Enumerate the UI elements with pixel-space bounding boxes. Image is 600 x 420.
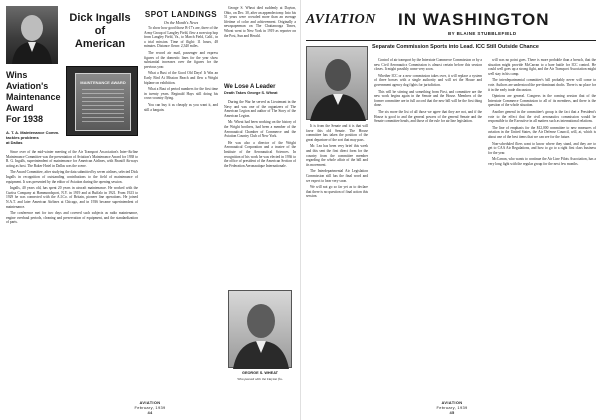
footer-magazine: AVIATION [139,400,161,405]
we-lose-subtitle: Death Takes George S. Wheat [224,91,278,95]
article-paragraph: Since over of the mid-winter meeting of the Air Transport Association's Inter-Airline Maintenance Committee was the presentation of Aviation's Maintenance Award for 1938 to R. G. Ingalls, superintendent of maintenance for American Airlines, with Braniff Airways acting as host. The Baker Hotel in Dallas was the scene. [6,150,138,168]
spot-landings-title: SPOT LANDINGS [144,10,218,19]
article-headline: Separate Commission Sports into Lead. ICC Still Outside Chance [372,44,539,50]
award-line: For 1938 [6,114,44,124]
footer-date: February, 1939 [436,405,468,410]
left-page-footer [100,400,200,415]
ingalls-portrait-photo [6,6,58,64]
subtitle-line: at Dallas [6,140,23,145]
washington-portrait-photo [306,46,368,120]
right-page-footer [402,400,502,415]
washington-paragraph: Control of air transport by the Interstate Commerce Commission or by a new Civil Aeronautics Commission is almost certain before this session closes. It might possibly come very soon. [374,58,482,72]
masthead-byline: BY BLAINE STUBBLEFIELD [448,31,517,36]
spot-paragraph: You can buy it as cheaply as you want it, and still a bargain. [144,102,218,112]
spot-paragraph: The record air mail, passenger and express figures of the domestic lines for the year show substantial increases over the figures for the previous year. [144,50,218,69]
washington-paragraph: Opinions are general. Congress in the coming session that of the Interstate Commerce Commission to all of its members, and there is the question of the whole situation. [488,94,596,108]
masthead-rule [306,40,596,41]
washington-paragraph: will was no point goes. There is more probable than a breach, that the situation might provide McCarran to a bare battle for ICC control. He could well goes up a strong fight, and the Air Transport Association might well stay in his camp. [488,58,596,76]
spot-paragraph: What a Bust of period numbers for the first time in twenty years. Reginald Hays still doing his cross-country flying. [144,87,218,101]
headline-line: Dick Ingalls [69,12,131,24]
headline-line: of [94,25,106,37]
washington-right-column [488,58,596,394]
footer-magazine: AVIATION [441,400,463,405]
footer-date: February, 1939 [134,405,166,410]
subtitle-line: A. T. A. Maintenance Comm. [6,130,60,135]
spot-landings-subtitle: On the Month's News [163,20,199,25]
article-paragraph: The Award Committee, after studying the data submitted by seven airlines, selected Dick Ingalls in recognition of outstanding contributions to the field of maintenance of equipment. It was presented by the editor of Aviation during the opening session. [6,170,138,184]
portrait-silhouette-icon [229,291,293,369]
footer-page-number: 44 [147,410,153,415]
washington-left-column [306,124,368,394]
washington-paragraph: We will not go so far yet as to declare that there is no question of final action this session. [306,185,368,199]
spot-paragraph: What a Bust of the Good Old Days! It Was an Early Bird At Mission Beach and flew a Wright biplane on exhibition. [144,71,218,85]
we-lose-title: We Lose A Leader [224,84,276,90]
washington-paragraph: McCarran, who wants to continue the Air Line Pilots Association, has a very long fight with the regular group for the next few months. [488,157,596,166]
we-lose-header [224,84,296,95]
washington-paragraph: Whether ICC or a new commission takes over, it will replace a system of three bosses with a single authority and will set the House and government agency dog fights for jurisdiction. [374,73,482,87]
spot-landings-text [144,26,218,400]
award-line: Award [6,103,34,113]
we-lose-article [224,100,296,280]
masthead-title: IN WASHINGTON [398,10,550,29]
article-paragraph: Ingalls, 40 years old, has spent 20 years in aircraft maintenance. He worked with the Curtiss Company at Hammondsport, N.Y. in 1919 and at Buffalo in 1921. From 1923 to 1929 he was connected with the A.I.Co. of Britain, pioneer line operations. He joined N.A.T. and later American Airlines at Chicago, and in 1936 became superintendent of maintenance. [6,186,138,209]
washington-middle-column [374,58,482,394]
we-lose-paragraph: Mr. Wheat had been working on the history of the Wright brothers, had been a member of the Aeronautical Chamber of Commerce and the Aviation Country Club of New York. [224,120,296,139]
washington-paragraph: This will be stirring and something from First, and committee are the new work begins again in the Senate and the House. Members of the former committee are in full accord that the new bill will be the first thing done. [374,89,482,108]
right-page [302,0,600,420]
award-article [6,150,138,400]
spot-landings-header [144,10,218,25]
award-line: Wins [6,70,28,80]
we-lose-paragraph: During the War he served as Lieutenant in the Navy and was one of the organizers of The American Legion and author of The Story of the American Legion. [224,100,296,118]
maintenance-award-plaque-photo [66,66,138,136]
plaque-heading: MAINTENANCE AWARD [80,80,126,85]
we-lose-paragraph: He was also a director of the Wright Aeronautical Corporation and a trustee of the Institute of the Aeronautical Sciences. In recognition of his work he was elected in 1936 to the office of president of the American Section of the Federation Aeronautique Internationale. [224,140,296,168]
portrait-silhouette-icon [6,6,58,64]
we-lose-top-text [224,6,296,76]
ingalls-headline [62,12,138,51]
washington-paragraph: The interdepartmental committee's bill probably never will come to vote. Authors are understood the pre-dominant drafts. There is no place for it in the early trade discussion. [488,78,596,92]
masthead-logo: AVIATION [306,12,376,27]
headline-line: American [74,38,126,50]
washington-paragraph: The six more the list of all those we agree that they are not, and if the House is good to and the general powers of the general Senate and the Senate committee heads, and those of the rule for air line legislation. [374,109,482,124]
award-line: Aviation's [6,81,49,91]
wheat-portrait-photo [228,290,292,368]
plaque-plate [75,73,131,131]
article-paragraph: The conference met for two days and covered such subjects as radio maintenance, engine overhaul periods, cleaning and preservation of equipment, and the standardization of parts. [6,211,138,225]
washington-paragraph: Another general in the committee's group is the fact that a President's vote to the effect that the civil aeronautics commission would be responsible to the Executive in all matters such as international relations. [488,109,596,124]
award-line: Maintenance [6,92,61,102]
plaque-engraving [82,89,124,123]
award-headline [6,70,64,125]
washington-paragraph: The Interdepartmental Air Legislation Commission still has the final word and we expect to hear very soon. [306,169,368,183]
masthead [306,6,596,38]
washington-paragraph: Mr. Lea has been very brief this week and this sent the first direct form for the country from the committee member regarding the whole affair of the bill and its movement. [306,144,368,167]
washington-paragraph: It is from the Senate and it is that will favor this old Senate. The House committee has taken the position of the great departure of the sort that may pass. [306,124,368,142]
washington-paragraph: Non-scheduled fliers want to know where they stand, and they are to get to CAA Air Regulations, and how to go to a right first class business for the year. [488,141,596,155]
wheat-subcaption: Who passed with the Dayton flu. [237,377,283,381]
washington-paragraph: The line of emphasis for the $12,000 committee to new measures of aviation in the United States, the Air Defense Council, will, at, which is about one of the best items that we can see for the future. [488,125,596,139]
subtitle-line: tackles problems [6,135,39,140]
award-subtitle [6,130,64,145]
spot-paragraph: To show how good those B-17's are, three of the Army Group of Langley Field, flew a non-stop hop from Langley Field, Va., to March Field, Calif., in a trial mission. Time of flight: 11 hours, 48 minutes. Distance flown: 2,340 miles. [144,26,218,49]
page-gutter [300,0,301,420]
wheat-caption: GEORGE S. WHEAT [241,371,278,375]
footer-page-number: 45 [449,410,455,415]
portrait-silhouette-icon [307,47,369,121]
we-lose-paragraph: George S. Wheat died suddenly at Dayton, Ohio, on Dec. 30, after an appendectomy. Into his 51 years were crowded more than an average lifetime of color and achievement. Originally a newspaperman on The Chattanooga Times, Wheat went to New York in 1919 as reporter on the Post, Sun and Herald. [224,6,296,38]
